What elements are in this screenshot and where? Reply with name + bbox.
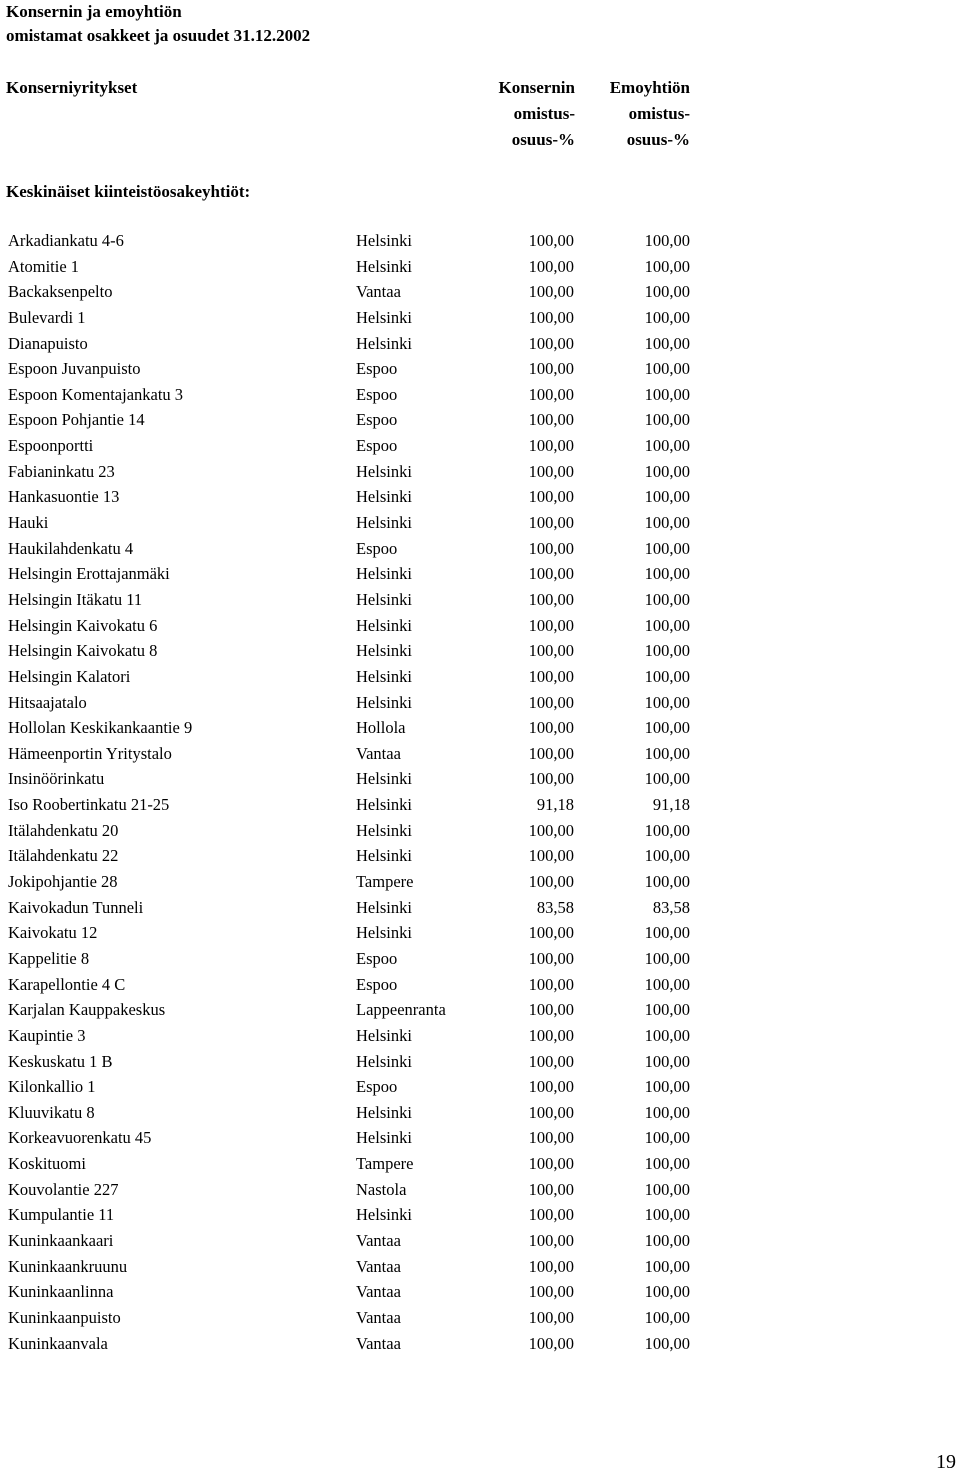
parent-ownership-value: 100,00 xyxy=(644,692,690,712)
parent-ownership-value: 83,58 xyxy=(652,897,690,917)
group-ownership-value: 100,00 xyxy=(528,692,574,712)
company-name: Espoon Pohjantie 14 xyxy=(8,410,145,430)
parent-ownership-value: 100,00 xyxy=(644,333,690,353)
group-ownership-value: 100,00 xyxy=(528,1230,574,1250)
parent-ownership-value: 100,00 xyxy=(644,923,690,943)
group-ownership-value: 100,00 xyxy=(528,359,574,379)
table-row xyxy=(0,484,960,510)
table-row xyxy=(0,613,960,639)
header-group-line-2: omistus- xyxy=(513,104,575,123)
group-ownership-value: 100,00 xyxy=(528,1128,574,1148)
parent-ownership-value: 100,00 xyxy=(644,641,690,661)
parent-ownership-value: 100,00 xyxy=(644,436,690,456)
company-name: Hitsaajatalo xyxy=(8,692,87,712)
company-name: Dianapuisto xyxy=(8,333,88,353)
parent-ownership-value: 100,00 xyxy=(644,1025,690,1045)
table-row xyxy=(0,433,960,459)
parent-ownership-value: 100,00 xyxy=(644,769,690,789)
parent-ownership-value: 100,00 xyxy=(644,820,690,840)
group-ownership-value: 100,00 xyxy=(528,641,574,661)
company-name: Jokipohjantie 28 xyxy=(8,872,118,892)
company-name: Kuninkaanlinna xyxy=(8,1282,114,1302)
parent-ownership-value: 100,00 xyxy=(644,1179,690,1199)
company-city: Helsinki xyxy=(356,256,412,276)
group-ownership-value: 100,00 xyxy=(528,256,574,276)
title-line-1: Konsernin ja emoyhtiön xyxy=(6,2,182,21)
company-name: Hauki xyxy=(8,513,49,533)
section-title: Keskinäiset kiinteistöosakeyhtiöt: xyxy=(6,182,251,201)
company-city: Helsinki xyxy=(356,589,412,609)
company-city: Helsinki xyxy=(356,897,412,917)
companies-table xyxy=(0,228,960,1356)
company-city: Helsinki xyxy=(356,846,412,866)
table-row xyxy=(0,972,960,998)
parent-ownership-value: 100,00 xyxy=(644,1128,690,1148)
group-ownership-value: 100,00 xyxy=(528,564,574,584)
company-name: Arkadiankatu 4-6 xyxy=(8,231,124,250)
group-ownership-value: 100,00 xyxy=(528,1179,574,1199)
table-row xyxy=(0,818,960,844)
table-row xyxy=(0,279,960,305)
group-ownership-value: 100,00 xyxy=(528,461,574,481)
group-ownership-value: 100,00 xyxy=(528,923,574,943)
group-ownership-value: 100,00 xyxy=(528,1025,574,1045)
table-row xyxy=(0,920,960,946)
group-ownership-value: 100,00 xyxy=(528,436,574,456)
table-row xyxy=(0,1049,960,1075)
table-row xyxy=(0,587,960,613)
parent-ownership-value: 100,00 xyxy=(644,1051,690,1071)
parent-ownership-value: 100,00 xyxy=(644,1256,690,1276)
table-row xyxy=(0,690,960,716)
company-city: Lappeenranta xyxy=(356,1000,446,1020)
parent-ownership-value: 100,00 xyxy=(644,307,690,327)
parent-ownership-value: 100,00 xyxy=(644,1282,690,1302)
group-ownership-value: 100,00 xyxy=(528,487,574,507)
company-name: Kouvolantie 227 xyxy=(8,1179,119,1199)
parent-ownership-value: 100,00 xyxy=(644,1307,690,1327)
header-group-line-1: Konsernin xyxy=(498,78,575,97)
table-row xyxy=(0,1125,960,1151)
company-name: Kappelitie 8 xyxy=(8,948,90,968)
company-city: Espoo xyxy=(356,538,398,558)
company-name: Kaivokatu 12 xyxy=(8,923,98,943)
company-city: Espoo xyxy=(356,1077,398,1097)
table-row xyxy=(0,741,960,767)
group-ownership-value: 100,00 xyxy=(528,615,574,635)
header-parent-ownership xyxy=(560,75,690,153)
group-ownership-value: 100,00 xyxy=(528,1154,574,1174)
table-row xyxy=(0,895,960,921)
company-city: Helsinki xyxy=(356,1102,412,1122)
company-name: Espoon Juvanpuisto xyxy=(8,359,141,379)
parent-ownership-value: 100,00 xyxy=(644,1077,690,1097)
table-row xyxy=(0,561,960,587)
parent-ownership-value: 91,18 xyxy=(652,795,690,815)
company-city: Helsinki xyxy=(356,1128,412,1148)
group-ownership-value: 100,00 xyxy=(528,538,574,558)
company-name: Haukilahdenkatu 4 xyxy=(8,538,134,558)
company-name: Kuninkaankruunu xyxy=(8,1256,128,1276)
parent-ownership-value: 100,00 xyxy=(644,231,690,250)
company-name: Espoon Komentajankatu 3 xyxy=(8,384,184,404)
company-name: Itälahdenkatu 22 xyxy=(8,846,119,866)
company-name: Helsingin Kaivokatu 8 xyxy=(8,641,158,661)
company-name: Kuninkaanpuisto xyxy=(8,1307,121,1327)
parent-ownership-value: 100,00 xyxy=(644,718,690,738)
company-city: Espoo xyxy=(356,410,398,430)
table-row xyxy=(0,869,960,895)
parent-ownership-value: 100,00 xyxy=(644,948,690,968)
company-name: Fabianinkatu 23 xyxy=(8,461,115,481)
parent-ownership-value: 100,00 xyxy=(644,410,690,430)
company-city: Helsinki xyxy=(356,333,412,353)
table-row xyxy=(0,1279,960,1305)
table-row xyxy=(0,843,960,869)
company-city: Espoo xyxy=(356,436,398,456)
table-row xyxy=(0,766,960,792)
table-row xyxy=(0,946,960,972)
table-row xyxy=(0,1202,960,1228)
company-city: Nastola xyxy=(356,1179,407,1199)
group-ownership-value: 100,00 xyxy=(528,846,574,866)
group-ownership-value: 100,00 xyxy=(528,872,574,892)
parent-ownership-value: 100,00 xyxy=(644,384,690,404)
company-name: Kaupintie 3 xyxy=(8,1025,86,1045)
table-row xyxy=(0,305,960,331)
company-city: Tampere xyxy=(356,872,414,892)
parent-ownership-value: 100,00 xyxy=(644,1333,690,1353)
table-row xyxy=(0,510,960,536)
company-city: Helsinki xyxy=(356,231,412,250)
table-row xyxy=(0,1074,960,1100)
group-ownership-value: 100,00 xyxy=(528,333,574,353)
company-name: Kluuvikatu 8 xyxy=(8,1102,95,1122)
company-name: Bulevardi 1 xyxy=(8,307,86,327)
group-ownership-value: 100,00 xyxy=(528,410,574,430)
company-name: Hollolan Keskikankaantie 9 xyxy=(8,718,193,738)
parent-ownership-value: 100,00 xyxy=(644,615,690,635)
group-ownership-value: 100,00 xyxy=(528,282,574,302)
parent-ownership-value: 100,00 xyxy=(644,538,690,558)
company-city: Espoo xyxy=(356,974,398,994)
company-name: Kuninkaanvala xyxy=(8,1333,108,1353)
group-ownership-value: 91,18 xyxy=(536,795,574,815)
header-group-line-3: osuus-% xyxy=(511,130,575,149)
group-ownership-value: 100,00 xyxy=(528,513,574,533)
company-city: Vantaa xyxy=(356,1307,401,1327)
company-city: Helsinki xyxy=(356,564,412,584)
company-name: Atomitie 1 xyxy=(8,256,80,276)
company-city: Helsinki xyxy=(356,615,412,635)
table-row xyxy=(0,382,960,408)
group-ownership-value: 100,00 xyxy=(528,384,574,404)
parent-ownership-value: 100,00 xyxy=(644,256,690,276)
company-city: Helsinki xyxy=(356,769,412,789)
header-parent-line-1: Emoyhtiön xyxy=(609,78,690,97)
table-row xyxy=(0,459,960,485)
header-parent-line-3: osuus-% xyxy=(626,130,690,149)
company-name: Koskituomi xyxy=(8,1154,86,1174)
table-row xyxy=(0,715,960,741)
table-row xyxy=(0,356,960,382)
group-ownership-value: 100,00 xyxy=(528,718,574,738)
group-ownership-value: 100,00 xyxy=(528,948,574,968)
company-name: Kuninkaankaari xyxy=(8,1230,114,1250)
table-row xyxy=(0,407,960,433)
company-city: Helsinki xyxy=(356,487,412,507)
page-title xyxy=(6,0,310,48)
table-row xyxy=(0,664,960,690)
table-row xyxy=(0,331,960,357)
company-city: Hollola xyxy=(356,718,406,738)
parent-ownership-value: 100,00 xyxy=(644,1000,690,1020)
company-name: Korkeavuorenkatu 45 xyxy=(8,1128,152,1148)
table-row xyxy=(0,1331,960,1357)
table-row xyxy=(0,1177,960,1203)
company-city: Helsinki xyxy=(356,692,412,712)
company-name: Karjalan Kauppakeskus xyxy=(8,1000,166,1020)
company-city: Helsinki xyxy=(356,461,412,481)
company-name: Hankasuontie 13 xyxy=(8,487,120,507)
parent-ownership-value: 100,00 xyxy=(644,513,690,533)
group-ownership-value: 100,00 xyxy=(528,974,574,994)
table-row xyxy=(0,1100,960,1126)
group-ownership-value: 100,00 xyxy=(528,820,574,840)
company-city: Vantaa xyxy=(356,1282,401,1302)
table-row xyxy=(0,1151,960,1177)
company-city: Vantaa xyxy=(356,1256,401,1276)
company-name: Keskuskatu 1 B xyxy=(8,1051,113,1071)
company-name: Insinöörinkatu xyxy=(8,769,105,789)
company-city: Espoo xyxy=(356,948,398,968)
group-ownership-value: 100,00 xyxy=(528,743,574,763)
company-city: Helsinki xyxy=(356,1025,412,1045)
company-name: Itälahdenkatu 20 xyxy=(8,820,119,840)
table-row xyxy=(0,254,960,280)
company-city: Helsinki xyxy=(356,795,412,815)
company-city: Helsinki xyxy=(356,666,412,686)
table-row xyxy=(0,1305,960,1331)
parent-ownership-value: 100,00 xyxy=(644,1102,690,1122)
company-city: Vantaa xyxy=(356,282,401,302)
company-name: Helsingin Kaivokatu 6 xyxy=(8,615,158,635)
group-ownership-value: 100,00 xyxy=(528,231,574,250)
company-name: Kaivokadun Tunneli xyxy=(8,897,144,917)
group-ownership-value: 100,00 xyxy=(528,1077,574,1097)
group-ownership-value: 100,00 xyxy=(528,1205,574,1225)
header-companies: Konserniyritykset xyxy=(6,78,138,97)
company-name: Hämeenportin Yritystalo xyxy=(8,743,172,763)
company-city: Espoo xyxy=(356,359,398,379)
group-ownership-value: 100,00 xyxy=(528,769,574,789)
company-name: Backaksenpelto xyxy=(8,282,113,302)
table-row xyxy=(0,1254,960,1280)
table-row xyxy=(0,638,960,664)
page-number: 19 xyxy=(936,1451,956,1473)
company-city: Helsinki xyxy=(356,1205,412,1225)
group-ownership-value: 100,00 xyxy=(528,1256,574,1276)
table-row xyxy=(0,1023,960,1049)
group-ownership-value: 100,00 xyxy=(528,1282,574,1302)
table-row xyxy=(0,1228,960,1254)
company-city: Vantaa xyxy=(356,1230,401,1250)
company-name: Helsingin Erottajanmäki xyxy=(8,564,170,584)
group-ownership-value: 100,00 xyxy=(528,1333,574,1353)
parent-ownership-value: 100,00 xyxy=(644,1154,690,1174)
table-row xyxy=(0,536,960,562)
company-name: Karapellontie 4 C xyxy=(8,974,126,994)
group-ownership-value: 100,00 xyxy=(528,307,574,327)
parent-ownership-value: 100,00 xyxy=(644,564,690,584)
company-city: Vantaa xyxy=(356,1333,401,1353)
parent-ownership-value: 100,00 xyxy=(644,1205,690,1225)
table-row xyxy=(0,997,960,1023)
company-city: Helsinki xyxy=(356,307,412,327)
parent-ownership-value: 100,00 xyxy=(644,872,690,892)
company-city: Helsinki xyxy=(356,1051,412,1071)
company-name: Iso Roobertinkatu 21-25 xyxy=(8,795,170,815)
company-city: Helsinki xyxy=(356,641,412,661)
company-city: Helsinki xyxy=(356,513,412,533)
company-city: Vantaa xyxy=(356,743,401,763)
company-city: Espoo xyxy=(356,384,398,404)
company-name: Kumpulantie 11 xyxy=(8,1205,115,1225)
table-row xyxy=(0,792,960,818)
group-ownership-value: 100,00 xyxy=(528,666,574,686)
parent-ownership-value: 100,00 xyxy=(644,282,690,302)
parent-ownership-value: 100,00 xyxy=(644,666,690,686)
parent-ownership-value: 100,00 xyxy=(644,589,690,609)
parent-ownership-value: 100,00 xyxy=(644,461,690,481)
parent-ownership-value: 100,00 xyxy=(644,743,690,763)
company-city: Helsinki xyxy=(356,820,412,840)
group-ownership-value: 83,58 xyxy=(536,897,574,917)
company-name: Espoonportti xyxy=(8,436,94,456)
company-name: Kilonkallio 1 xyxy=(8,1077,96,1097)
group-ownership-value: 100,00 xyxy=(528,1307,574,1327)
group-ownership-value: 100,00 xyxy=(528,1051,574,1071)
company-city: Helsinki xyxy=(356,923,412,943)
title-line-2: omistamat osakkeet ja osuudet 31.12.2002 xyxy=(6,26,311,45)
parent-ownership-value: 100,00 xyxy=(644,1230,690,1250)
parent-ownership-value: 100,00 xyxy=(644,487,690,507)
company-name: Helsingin Itäkatu 11 xyxy=(8,589,143,609)
table-row xyxy=(0,228,960,254)
parent-ownership-value: 100,00 xyxy=(644,974,690,994)
group-ownership-value: 100,00 xyxy=(528,589,574,609)
company-city: Tampere xyxy=(356,1154,414,1174)
group-ownership-value: 100,00 xyxy=(528,1000,574,1020)
parent-ownership-value: 100,00 xyxy=(644,846,690,866)
company-name: Helsingin Kalatori xyxy=(8,666,131,686)
header-group-ownership xyxy=(440,75,575,153)
parent-ownership-value: 100,00 xyxy=(644,359,690,379)
group-ownership-value: 100,00 xyxy=(528,1102,574,1122)
header-parent-line-2: omistus- xyxy=(628,104,690,123)
